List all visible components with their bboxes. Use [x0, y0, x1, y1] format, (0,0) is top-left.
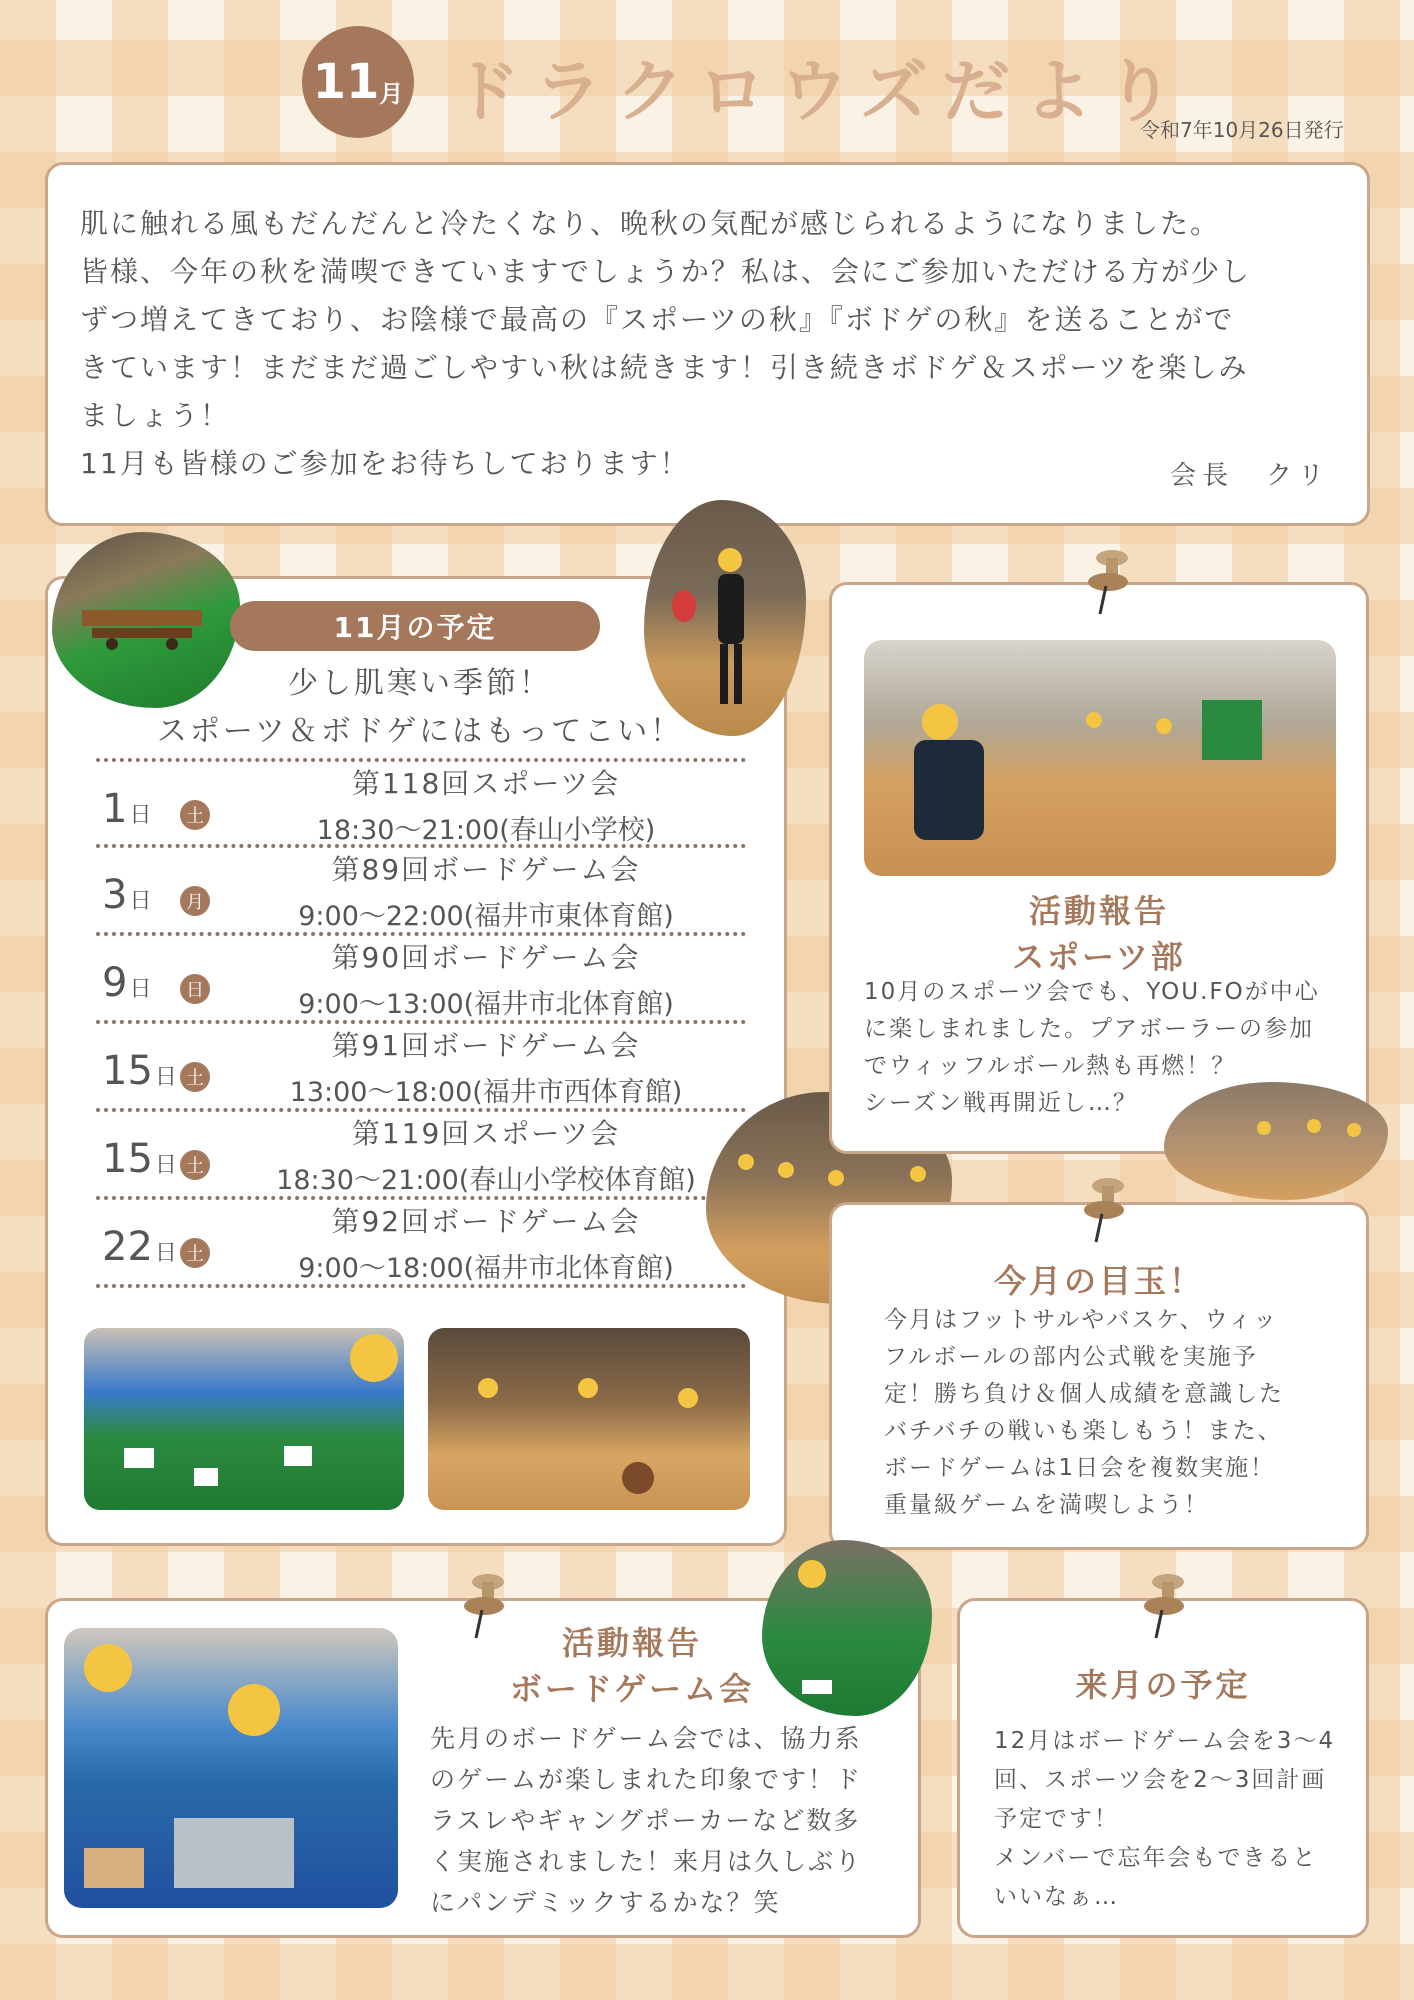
schedule-event	[96, 1200, 746, 1286]
next-month-heading: 来月の予定	[1075, 1666, 1251, 1704]
event-time-place: 18:30〜21:00(春山小学校体育館)	[276, 1165, 696, 1196]
sports-report-line: 10月のスポーツ会でも、YOU.FOが中心	[864, 979, 1320, 1005]
schedule-event	[96, 762, 746, 848]
next-month-line: 予定です！	[994, 1806, 1119, 1832]
boardgame-report-line: にパンデミックするかな？笑	[430, 1888, 781, 1917]
intro-line: 肌に触れる風もだんだんと冷たくなり、晩秋の気配が感じられるようになりました。	[80, 207, 1221, 240]
event-name: 第90回ボードゲーム会	[331, 941, 641, 974]
event-time-place: 9:00〜18:00(福井市北体育館)	[298, 1253, 674, 1284]
event-day-unit: 日	[129, 889, 152, 914]
highlight-line: フルボールの部内公式戦を実施予	[884, 1344, 1258, 1370]
next-month-line: メンバーで忘年会もできると	[994, 1845, 1318, 1871]
intro-signature: 会長 クリ	[1170, 461, 1331, 491]
schedule-heading: 11月の予定	[230, 601, 600, 651]
month-number: 11	[312, 54, 380, 110]
event-day-unit: 日	[154, 1065, 177, 1090]
schedule-event	[96, 1112, 746, 1198]
highlight-line: バチバチの戦いも楽しもう！また、	[884, 1418, 1283, 1444]
photo-wiffleball-gym	[864, 640, 1336, 876]
event-name: 第91回ボードゲーム会	[331, 1029, 641, 1062]
event-day-number: 9	[102, 960, 128, 1006]
event-weekday-badge: 月	[180, 886, 210, 916]
next-month-line: 12月はボードゲーム会を3〜4	[994, 1728, 1336, 1754]
next-month-line: 回、スポーツ会を2〜3回計画	[994, 1767, 1327, 1793]
sports-report-subheading: スポーツ部	[1012, 938, 1186, 976]
event-day	[102, 960, 151, 1006]
next-month-line: いいなぁ…	[994, 1884, 1119, 1910]
photo-board-game-players	[64, 1628, 398, 1908]
event-day-unit: 日	[129, 803, 152, 828]
boardgame-report-text	[430, 1718, 900, 1923]
event-day	[102, 1048, 177, 1094]
event-time-place: 18:30〜21:00(春山小学校)	[316, 815, 656, 846]
newsletter-title: ドラクロウズだより	[452, 53, 1188, 132]
dotted-divider	[96, 1284, 746, 1288]
pushpin-icon	[1078, 540, 1138, 620]
event-day-number: 15	[102, 1136, 153, 1182]
schedule-event	[96, 848, 746, 934]
wiffleball-illustration	[864, 640, 1336, 876]
month-badge	[302, 26, 414, 138]
event-day-number: 22	[102, 1224, 153, 1270]
event-time-place: 9:00〜22:00(福井市東体育館)	[298, 901, 674, 932]
event-weekday-badge: 土	[180, 800, 210, 830]
highlight-text	[884, 1302, 1344, 1524]
event-time-place: 9:00〜13:00(福井市北体育館)	[298, 989, 674, 1020]
event-name: 第119回スポーツ会	[351, 1117, 621, 1150]
sports-report-line: シーズン戦再開近し…？	[864, 1090, 1138, 1116]
gym-game-illustration	[1164, 1082, 1388, 1200]
photo-basketball-gym	[428, 1328, 750, 1510]
event-day-number: 3	[102, 872, 128, 918]
boardgame-report-line: 先月のボードゲーム会では、協力系	[430, 1724, 862, 1753]
month-unit: 月	[379, 79, 404, 108]
event-name: 第92回ボードゲーム会	[331, 1205, 641, 1238]
highlight-heading: 今月の目玉！	[993, 1262, 1204, 1300]
photo-gym-game	[1164, 1082, 1388, 1200]
event-time-place: 13:00〜18:00(福井市西体育館)	[289, 1077, 683, 1108]
event-day-unit: 日	[154, 1153, 177, 1178]
issue-date: 令和7年10月26日発行	[1140, 118, 1344, 142]
photo-board-game-table	[84, 1328, 404, 1510]
event-name: 第118回スポーツ会	[351, 767, 621, 800]
photo-poker-table	[762, 1540, 932, 1716]
highlight-line: ボードゲームは1日会を複数実施！	[884, 1455, 1276, 1481]
pushpin-icon	[1134, 1564, 1194, 1644]
board-game-illustration	[84, 1328, 404, 1510]
intro-line: 皆様、今年の秋を満喫できていますでしょうか？私は、会にご参加いただける方が少し	[80, 255, 1251, 288]
event-day-number: 1	[102, 786, 128, 832]
highlight-line: 定！勝ち負け＆個人成績を意識した	[884, 1381, 1284, 1407]
intro-line: ずつ増えてきており、お陰様で最高の『スポーツの秋』『ボドゲの秋』を送ることがで	[80, 303, 1235, 336]
sports-report-line: でウィッフルボール熱も再燃！？	[864, 1053, 1237, 1079]
event-day	[102, 786, 151, 832]
boardgame-report-line: ラスレやギャングポーカーなど数多	[430, 1806, 861, 1835]
boardgame-report-line: く実施されました！来月は久しぶり	[430, 1847, 863, 1876]
event-weekday-badge: 日	[180, 974, 210, 1004]
event-weekday-badge: 土	[180, 1238, 210, 1268]
highlight-line: 今月はフットサルやバスケ、ウィッ	[884, 1307, 1279, 1333]
sports-report-heading: 活動報告	[1028, 892, 1169, 930]
schedule-catch-line-2: スポーツ＆ボドゲにはもってこい！	[156, 714, 684, 749]
schedule-catch-line-1: 少し肌寒い季節！	[288, 666, 552, 701]
event-weekday-badge: 土	[180, 1150, 210, 1180]
intro-line: ましょう！	[80, 399, 231, 432]
boardgame-report-heading: 活動報告	[561, 1624, 702, 1662]
event-day	[102, 1136, 177, 1182]
event-day-unit: 日	[154, 1241, 177, 1266]
event-day	[102, 1224, 177, 1270]
gym-illustration	[428, 1328, 750, 1510]
event-day	[102, 872, 151, 918]
poker-illustration	[762, 1540, 932, 1716]
pushpin-icon	[1074, 1168, 1134, 1248]
intro-line: きています！まだまだ過ごしやすい秋は続きます！引き続きボドゲ＆スポーツを楽しみ	[80, 351, 1249, 384]
intro-line: 11月も皆様のご参加をお待ちしております！	[80, 447, 690, 480]
schedule-event	[96, 1024, 746, 1110]
event-name: 第89回ボードゲーム会	[331, 853, 641, 886]
board-game-players-illustration	[64, 1628, 398, 1908]
schedule-event	[96, 936, 746, 1022]
event-day-unit: 日	[129, 977, 152, 1002]
intro-message	[80, 200, 1330, 488]
event-day-number: 15	[102, 1048, 153, 1094]
next-month-text	[994, 1722, 1354, 1917]
boardgame-report-subheading: ボードゲーム会	[509, 1670, 755, 1708]
highlight-line: 重量級ゲームを満喫しよう！	[884, 1492, 1209, 1518]
sports-report-line: に楽しまれました。プアボーラーの参加	[864, 1016, 1314, 1042]
boardgame-report-line: のゲームが楽しまれた印象です！ド	[430, 1765, 863, 1794]
event-weekday-badge: 土	[180, 1062, 210, 1092]
